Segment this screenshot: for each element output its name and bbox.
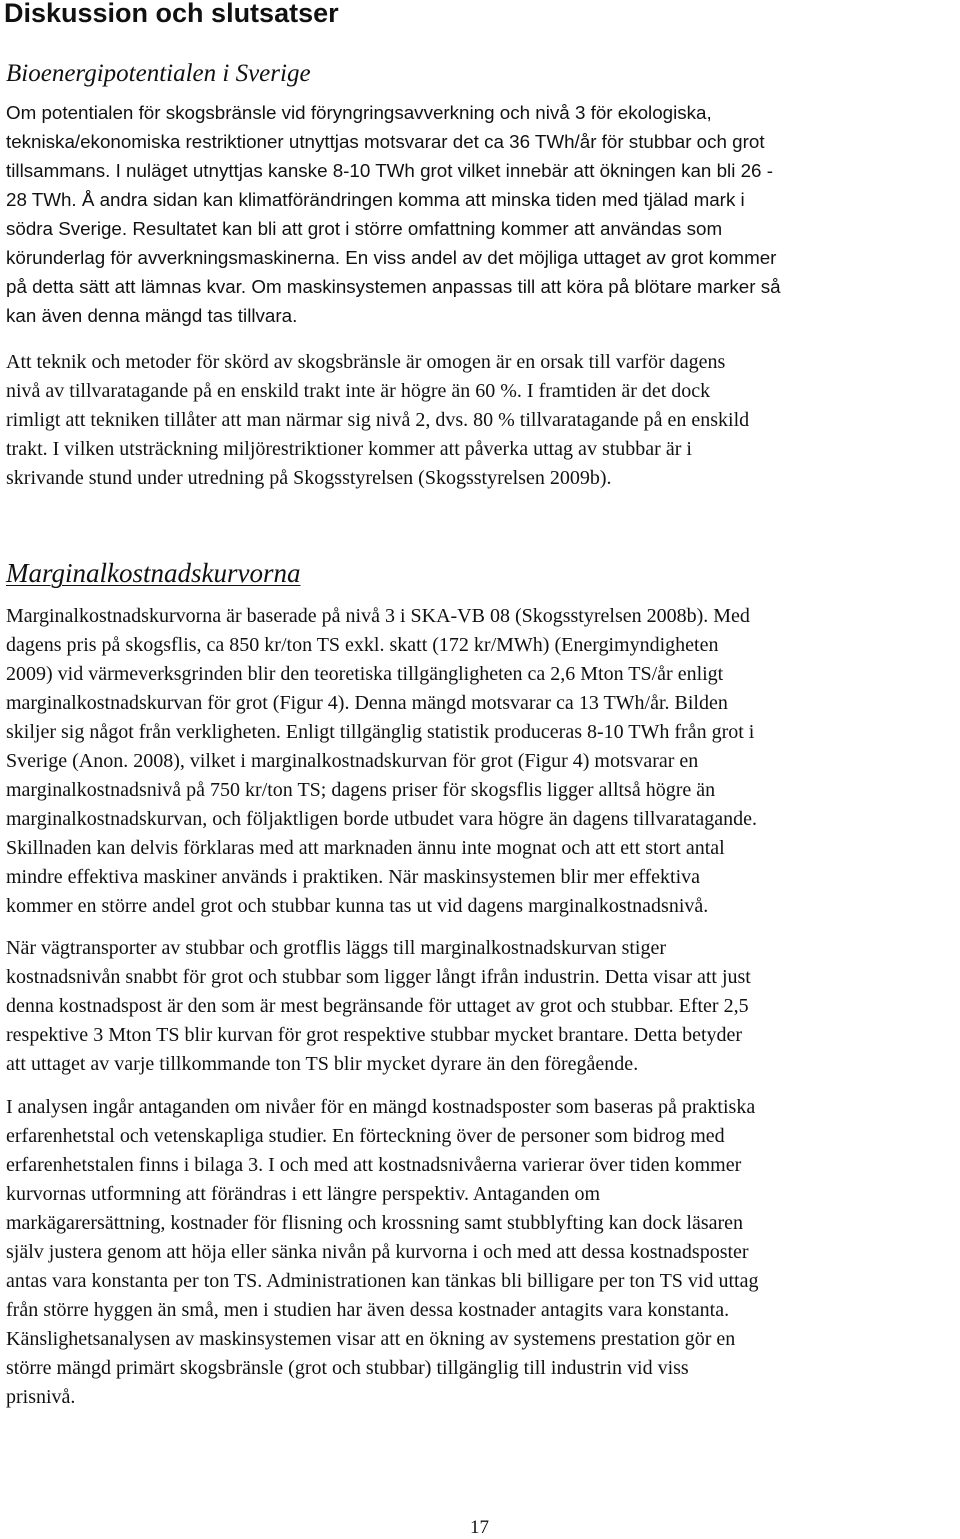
text-line: skiljer sig något från verkligheten. Enligt tillgänglig statistik produceras 8-10 TWh från grot i — [6, 721, 755, 743]
section-title-bioenergipotentialen: Bioenergipotentialen i Sverige — [6, 60, 311, 87]
text-line: erfarenhetstal och vetenskapliga studier. En förteckning över de personer som bidrog med — [6, 1125, 725, 1147]
text-line: körunderlag för avverkningsmaskinerna. En viss andel av det möjliga uttaget av grot kommer — [6, 247, 777, 268]
text-line: dagens pris på skogsflis, ca 850 kr/ton TS exkl. skatt (172 kr/MWh) (Energimyndigheten — [6, 634, 719, 656]
text-line: tekniska/ekonomiska restriktioner utnyttjas motsvarar det ca 36 TWh/år för stubbar och grot — [6, 131, 765, 152]
text-line: nivå av tillvaratagande på en enskild trakt inte är högre än 60 %. I framtiden är det dock — [6, 380, 711, 402]
text-line: tillsammans. I nuläget utnyttjas kanske 8-10 TWh grot vilket innebär att ökningen kan bli 26 - — [6, 160, 773, 181]
text-line: trakt. I vilken utsträckning miljörestriktioner kommer att påverka uttag av stubbar är i — [6, 438, 692, 460]
text-line: mindre effektiva maskiner används i praktiken. När maskinsystemen blir mer effektiva — [6, 866, 701, 888]
text-line: Om potentialen för skogsbränsle vid föryngringsavverkning och nivå 3 för ekologiska, — [6, 102, 712, 123]
text-line: Att teknik och metoder för skörd av skogsbränsle är omogen är en orsak till varför dagens — [6, 351, 726, 373]
text-line: I analysen ingår antaganden om nivåer för en mängd kostnadsposter som baseras på praktiska — [6, 1096, 756, 1118]
text-line: prisnivå. — [6, 1386, 76, 1408]
text-line: respektive 3 Mton TS blir kurvan för grot respektive stubbar mycket brantare. Detta betyder — [6, 1024, 743, 1046]
text-line: markägarersättning, kostnader för flisning och krossning samt stubblyfting kan dock läsaren — [6, 1212, 744, 1234]
text-line: Sverige (Anon. 2008), vilket i marginalkostnadskurvan för grot (Figur 4) motsvarar en — [6, 750, 699, 772]
text-line: När vägtransporter av stubbar och grotflis läggs till marginalkostnadskurvan stiger — [6, 937, 667, 959]
text-line: kommer en större andel grot och stubbar kunna tas ut vid dagens marginalkostnadsnivå. — [6, 895, 709, 917]
text-line: på detta sätt att lämnas kvar. Om maskinsystemen anpassas till att köra på blötare marker så — [6, 276, 781, 297]
paragraph-marg-2 — [6, 934, 751, 1079]
text-line: större mängd primärt skogsbränsle (grot och stubbar) tillgänglig till industrin vid viss — [6, 1357, 689, 1379]
text-line: 2009) vid värmeverksgrinden blir den teoretiska tillgängligheten ca 2,6 Mton TS/år enligt — [6, 663, 724, 685]
text-line: erfarenhetstalen finns i bilaga 3. I och med att kostnadsnivåerna varierar över tiden kommer — [6, 1154, 742, 1176]
text-line: marginalkostnadskurvan, och följaktligen borde utbudet vara högre än dagens tillvaratagande. — [6, 808, 758, 830]
paragraph-bio-1 — [6, 98, 781, 330]
page-number: 17 — [470, 1517, 489, 1538]
text-line: antas vara konstanta per ton TS. Administrationen kan tänkas bli billigare per ton TS vid uttag — [6, 1270, 759, 1292]
section-title-marginalkostnadskurvorna: Marginalkostnadskurvorna — [6, 558, 301, 588]
text-line: 28 TWh. Å andra sidan kan klimatförändringen komma att minska tiden med tjälad mark i — [6, 189, 745, 210]
paragraph-bio-2 — [6, 348, 749, 493]
text-line: Känslighetsanalysen av maskinsystemen visar att en ökning av systemens prestation gör en — [6, 1328, 736, 1350]
text-line: kurvornas utformning att förändras i ett längre perspektiv. Antaganden om — [6, 1183, 601, 1205]
text-line: marginalkostnadskurvan för grot (Figur 4). Denna mängd motsvarar ca 13 TWh/år. Bilden — [6, 692, 728, 714]
text-line: Marginalkostnadskurvorna är baserade på nivå 3 i SKA-VB 08 (Skogsstyrelsen 2008b). Med — [6, 605, 750, 627]
text-line: marginalkostnadsnivå på 750 kr/ton TS; dagens priser för skogsflis ligger alltså högre än — [6, 779, 716, 801]
text-line: skrivande stund under utredning på Skogsstyrelsen (Skogsstyrelsen 2009b). — [6, 467, 612, 489]
text-line: själv justera genom att höja eller sänka nivån på kurvorna i och med att dessa kostnadsposter — [6, 1241, 749, 1263]
text-line: Skillnaden kan delvis förklaras med att marknaden ännu inte mognat och att ett stort antal — [6, 837, 725, 859]
paragraph-marg-3 — [6, 1093, 758, 1412]
chapter-title: Diskussion och slutsatser — [4, 0, 339, 28]
text-line: kan även denna mängd tas tillvara. — [6, 305, 298, 326]
text-line: denna kostnadspost är den som är mest begränsande för uttaget av grot och stubbar. Efter 2,5 — [6, 995, 749, 1017]
text-line: södra Sverige. Resultatet kan bli att grot i större omfattning kommer att användas som — [6, 218, 723, 239]
paragraph-marg-1 — [6, 602, 757, 921]
text-line: rimligt att tekniken tillåter att man närmar sig nivå 2, dvs. 80 % tillvaratagande på en enskild — [6, 409, 750, 431]
text-line: att uttaget av varje tillkommande ton TS blir mycket dyrare än den föregående. — [6, 1053, 639, 1075]
text-line: från större hyggen än små, men i studien har även dessa kostnader antagits vara konstanta. — [6, 1299, 730, 1321]
text-line: kostnadsnivån snabbt för grot och stubbar som ligger långt ifrån industrin. Detta visar att just — [6, 966, 751, 988]
